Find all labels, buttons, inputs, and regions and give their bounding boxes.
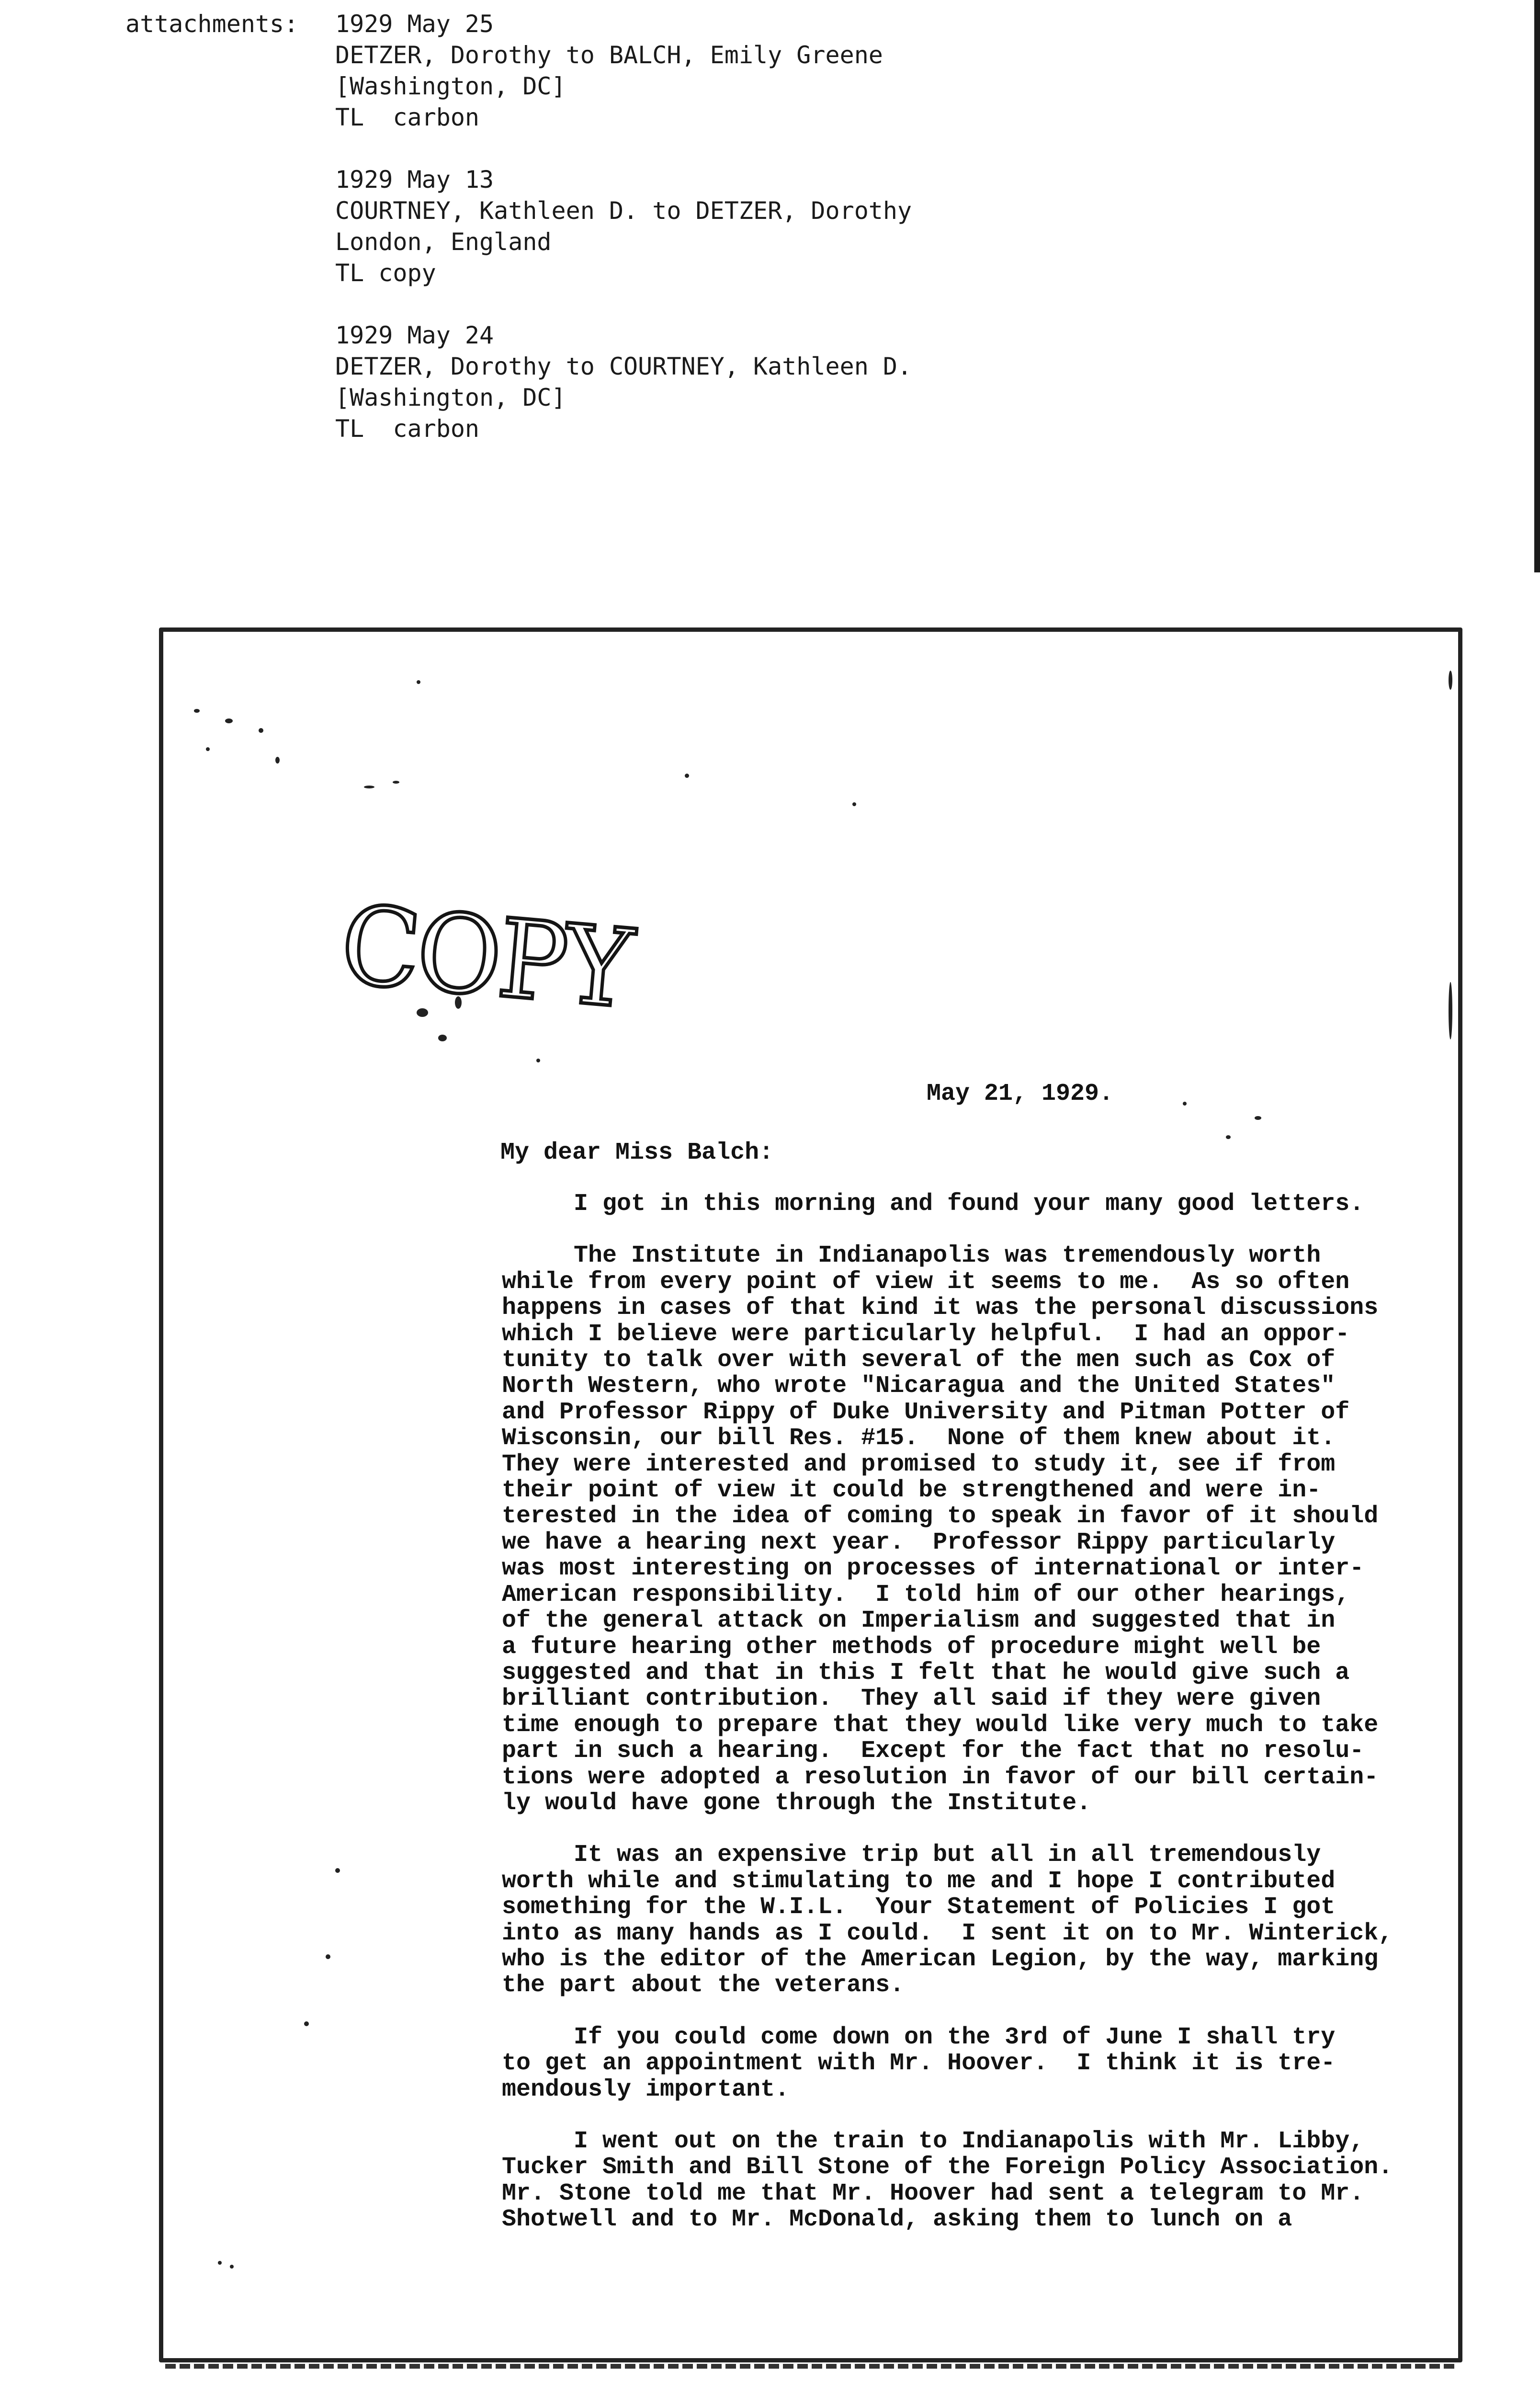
attachment-date: 1929 May 13 <box>335 166 494 194</box>
text-line: They were interested and promised to study it, see if from <box>502 1450 1336 1478</box>
attachment-type: TL carbon <box>335 103 480 131</box>
attachment-place: [Washington, DC] <box>335 384 566 411</box>
attachment-date: 1929 May 25 <box>335 10 494 38</box>
text-line: a future hearing other methods of procedure might well be <box>502 1633 1321 1661</box>
text-line: suggested and that in this I felt that he would give such a <box>502 1659 1350 1687</box>
text-line: I went out on the train to Indianapolis with Mr. Libby, <box>502 2128 1364 2155</box>
text-line: terested in the idea of coming to speak in favor of it should <box>502 1503 1379 1530</box>
text-line: mendously important. <box>502 2076 790 2103</box>
letter-paragraph <box>502 2025 1455 2103</box>
text-line: Tucker Smith and Bill Stone of the Foreign Policy Association. <box>502 2154 1393 2181</box>
scan-speck <box>1226 1135 1231 1139</box>
text-line: Shotwell and to Mr. McDonald, asking them to lunch on a <box>502 2206 1292 2234</box>
text-line: worth while and stimulating to me and I hope I contributed <box>502 1867 1336 1895</box>
frame-bottom-edge <box>165 2364 1458 2369</box>
scan-speck <box>230 2265 234 2269</box>
letter-paragraph <box>502 1243 1455 1816</box>
attachment-type: TL copy <box>335 259 436 287</box>
letter-salutation: My dear Miss Balch: <box>500 1139 774 1166</box>
text-line: ly would have gone through the Institute. <box>502 1789 1091 1817</box>
text-line: and Professor Rippy of Duke University and Pitman Potter of <box>502 1398 1350 1426</box>
text-line: tunity to talk over with several of the men such as Cox of <box>502 1346 1336 1374</box>
text-line: I got in this morning and found your many good letters. <box>502 1190 1364 1218</box>
scan-speck <box>1183 1102 1187 1106</box>
scan-speck <box>218 2261 222 2265</box>
attachment-entry <box>335 9 1149 133</box>
letter-body <box>502 1191 1455 2259</box>
scan-speck <box>364 786 374 788</box>
text-line: of the general attack on Imperialism and suggested that in <box>502 1607 1336 1635</box>
attachment-place: [Washington, DC] <box>335 72 566 100</box>
scan-edge-strip <box>1534 0 1540 572</box>
text-line: tions were adopted a resolution in favor of our bill certain- <box>502 1763 1379 1791</box>
scan-speck <box>326 1954 330 1959</box>
attachment-parties: DETZER, Dorothy to BALCH, Emily Greene <box>335 41 883 69</box>
attachments-label: attachments: <box>125 10 299 38</box>
text-line: North Western, who wrote "Nicaragua and the United States" <box>502 1372 1336 1400</box>
scan-speck <box>225 718 233 723</box>
copy-stamp: COPY <box>336 881 635 1033</box>
letter-paragraph <box>502 1191 1455 1217</box>
text-line: was most interesting on processes of international or inter- <box>502 1555 1364 1583</box>
attachment-parties: DETZER, Dorothy to COURTNEY, Kathleen D. <box>335 353 912 380</box>
scan-speck <box>335 1868 340 1873</box>
letter-paragraph <box>502 2129 1455 2233</box>
text-line: which I believe were particularly helpful. I had an oppor- <box>502 1320 1350 1348</box>
attachment-entry <box>335 164 1149 289</box>
text-line: the part about the veterans. <box>502 1972 905 1999</box>
scan-speck <box>1255 1116 1261 1120</box>
text-line: into as many hands as I could. I sent it on to Mr. Winterick, <box>502 1919 1393 1947</box>
scan-speck <box>206 747 210 751</box>
attachment-type: TL carbon <box>335 415 480 443</box>
scan-speck <box>304 2021 309 2026</box>
text-line: while from every point of view it seems to me. As so often <box>502 1268 1350 1296</box>
attachment-place: London, England <box>335 228 552 256</box>
scan-speck <box>393 781 399 784</box>
attachment-date: 1929 May 24 <box>335 321 494 349</box>
scan-speck <box>852 802 856 806</box>
text-line: brilliant contribution. They all said if they were given <box>502 1685 1321 1713</box>
text-line: happens in cases of that kind it was the personal discussions <box>502 1294 1379 1322</box>
scan-speck <box>685 774 689 778</box>
text-line: It was an expensive trip but all in all tremendously <box>502 1841 1321 1869</box>
text-line: part in such a hearing. Except for the fact that no resolu- <box>502 1737 1364 1765</box>
scan-speck <box>1449 982 1452 1039</box>
letter-paragraph <box>502 1842 1455 1998</box>
scan-speck <box>1449 671 1452 690</box>
text-line: we have a hearing next year. Professor Rippy particularly <box>502 1528 1336 1556</box>
text-line: The Institute in Indianapolis was tremendously worth <box>502 1242 1321 1270</box>
scan-speck <box>194 709 200 713</box>
text-line: their point of view it could be strengthened and were in- <box>502 1477 1321 1505</box>
scan-speck <box>438 1035 447 1041</box>
scan-speck <box>275 757 280 764</box>
attachment-entry <box>335 320 1149 445</box>
text-line: American responsibility. I told him of our other hearings, <box>502 1581 1350 1608</box>
text-line: something for the W.I.L. Your Statement of Policies I got <box>502 1893 1336 1921</box>
text-line: Mr. Stone told me that Mr. Hoover had sent a telegram to Mr. <box>502 2179 1364 2207</box>
text-line: who is the editor of the American Legion, by the way, marking <box>502 1945 1379 1973</box>
attachment-parties: COURTNEY, Kathleen D. to DETZER, Dorothy <box>335 197 912 225</box>
scan-speck <box>417 680 420 684</box>
letter-date: May 21, 1929. <box>927 1080 1114 1107</box>
scan-speck <box>259 728 263 733</box>
text-line: time enough to prepare that they would like very much to take <box>502 1711 1379 1739</box>
text-line: If you could come down on the 3rd of June I shall try <box>502 2023 1336 2051</box>
scan-speck <box>536 1059 540 1062</box>
text-line: Wisconsin, our bill Res. #15. None of them knew about it. <box>502 1425 1336 1452</box>
attachments-list <box>335 9 1149 476</box>
text-line: to get an appointment with Mr. Hoover. I think it is tre- <box>502 2050 1336 2077</box>
